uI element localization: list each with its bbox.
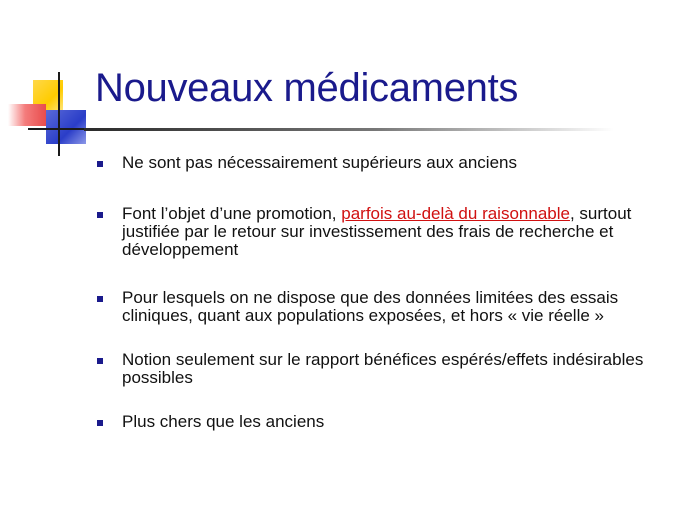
promotion-link[interactable]: parfois au-delà du raisonnable bbox=[341, 204, 570, 223]
decorative-logo bbox=[0, 0, 100, 160]
bullet-item bbox=[95, 413, 324, 431]
logo-horizontal-line bbox=[28, 128, 84, 130]
bullet-text: Plus chers que les anciens bbox=[122, 412, 325, 431]
bullet-square-icon bbox=[97, 212, 103, 218]
bullet-item bbox=[95, 205, 675, 259]
bullet-square-icon bbox=[97, 420, 103, 426]
bullet-square-icon bbox=[97, 358, 103, 364]
logo-blue-square bbox=[46, 110, 86, 144]
bullet-text: Pour lesquels on ne dispose que des données limitées des essais cliniques, quant aux populations exposées, et hors « vie réelle » bbox=[122, 288, 619, 325]
slide-title: Nouveaux médicaments bbox=[95, 66, 519, 110]
bullet-square-icon bbox=[97, 161, 103, 167]
bullet-text: Ne sont pas nécessairement supérieurs aux anciens bbox=[122, 153, 517, 172]
bullet-text-after: , surtout justifiée par le retour sur investissement des frais de recherche et développement bbox=[122, 204, 632, 259]
bullet-item bbox=[95, 351, 675, 387]
logo-red-square bbox=[8, 104, 46, 126]
bullet-item bbox=[95, 154, 517, 172]
bullet-text: Notion seulement sur le rapport bénéfices espérés/effets indésirables possibles bbox=[122, 350, 644, 387]
logo-vertical-line bbox=[58, 72, 60, 156]
bullet-text-before: Font l’objet d’une promotion, bbox=[122, 204, 342, 223]
bullet-square-icon bbox=[97, 296, 103, 302]
title-underline-rule bbox=[84, 128, 614, 131]
bullet-item bbox=[95, 289, 675, 325]
